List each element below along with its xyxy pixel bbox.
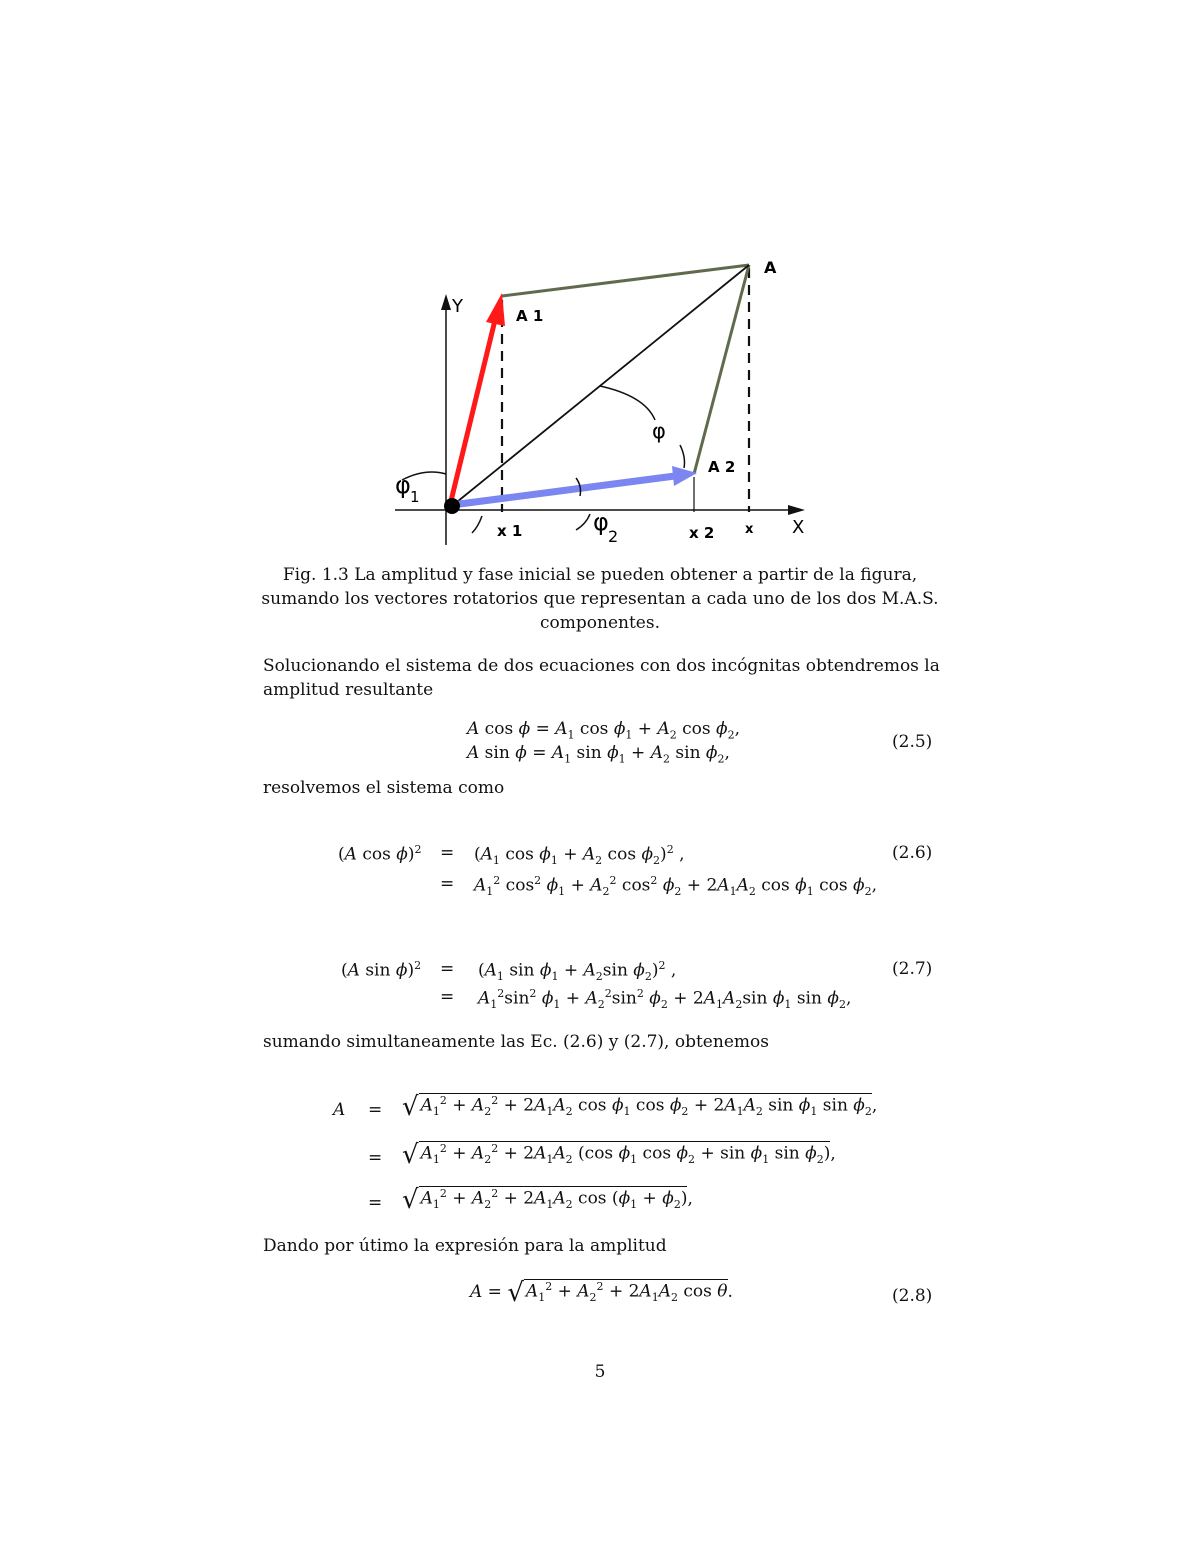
paragraph-4: Dando por útimo la expresión para la amplitud [263, 1236, 667, 1256]
derivation-lhs: A [333, 1100, 346, 1120]
angle-arc-phi-lower [680, 445, 685, 468]
equation-2-7-equals-1: = [440, 959, 455, 979]
figure-caption-line-1: Fig. 1.3 La amplitud y fase inicial se pueden obtener a partir de la figura, [282, 565, 918, 585]
equation-2-8: A = √ $A_1^2 + A_2^2 + 2A_1A_2$ cos θ. [470, 1278, 733, 1308]
equation-2-7-rhs-2: $A_1^2\sin^2$ $\phi_1 + A_2^2\sin^2$ $\phi_2 + 2A_1A_2\sin$ $\phi_1$ $\sin \phi_2$, [478, 987, 852, 1012]
equation-2-6-rhs-2: $A_1^2$ $\cos^2 \phi_1 + A_2^2$ $\cos^2 \phi_2 + 2A_1A_2$ $\cos \phi_1$ $\cos \phi_2$, [474, 874, 878, 899]
equation-2-6-rhs-1: ($A_1$ $\cos \phi_1 + A_2$ $\cos \phi_2)^2$ , [474, 843, 685, 868]
equation-2-7-rhs-1: ($A_1$ $\sin \phi_1 + A_2\sin$ $\phi_2)^2$ , [478, 959, 677, 984]
label-x2: x 2 [689, 524, 715, 542]
label-a: A [764, 258, 777, 277]
equation-2-6-lhs: (A cos ϕ)$^2$ [338, 843, 422, 865]
label-phi1-subscript: 1 [410, 488, 420, 506]
label-phi2-subscript: 2 [608, 527, 619, 546]
label-x: x [745, 522, 754, 537]
x-axis-arrowhead [788, 505, 805, 515]
equation-number-2-7: (2.7) [892, 959, 933, 979]
angle-arc-phi [600, 386, 655, 420]
vector-a2-arrowhead [672, 466, 697, 486]
label-x1: x 1 [497, 522, 523, 540]
label-phi: φ [652, 419, 666, 443]
label-x-axis: X [792, 517, 805, 538]
origin-point [444, 498, 460, 514]
derivation-equals-2: = [368, 1148, 383, 1168]
side-a1-to-a [502, 265, 749, 296]
figure-caption-line-3: componentes. [540, 613, 660, 633]
derivation-rhs-2: √ $A_1^2 + A_2^2 + 2A_1A_2$ (cos $\phi_1$ $\cos \phi_2 + \sin \phi_1$ $\sin \phi_2$), [402, 1140, 836, 1170]
equation-number-2-8: (2.8) [892, 1286, 933, 1306]
label-a1: A 1 [516, 307, 544, 325]
vector-a2 [452, 476, 675, 505]
page-number: 5 [594, 1362, 606, 1382]
derivation-rhs-1: √ $A_1^2 + A_2^2 + 2A_1A_2$ $\cos \phi_1$ $\cos \phi_2 + 2A_1A_2$ $\sin \phi_1$ $\sin \phi_2$, [402, 1092, 878, 1122]
label-phi1: φ [395, 471, 411, 499]
equation-2-6-equals-1: = [440, 843, 455, 863]
paragraph-1-line-1: Solucionando el sistema de dos ecuaciones con dos incógnitas obtendremos la [263, 656, 940, 676]
figure-caption-line-2: sumando los vectores rotatorios que representan a cada uno de los dos M.A.S. [261, 589, 939, 609]
label-y-axis: Y [452, 296, 463, 317]
equation-2-7-lhs: (A sin ϕ)$^2$ [341, 959, 422, 981]
label-a2: A 2 [708, 458, 736, 476]
equation-2-5-line-2: A $\sin \phi = A_1$ $\sin \phi_1 + A_2$ $\sin \phi_2$, [467, 743, 730, 766]
derivation-equals-1: = [368, 1100, 383, 1120]
paragraph-1-line-2: amplitud resultante [263, 680, 434, 700]
paragraph-3: sumando simultaneamente las Ec. (2.6) y (2.7), obtenemos [263, 1032, 769, 1052]
angle-arc-phi2-lower [576, 514, 590, 530]
equation-2-7-equals-2: = [440, 987, 455, 1007]
derivation-equals-3: = [368, 1193, 383, 1213]
side-a2-to-a [694, 265, 749, 474]
equation-2-5-line-1: A $\cos \phi = A_1$ $\cos \phi_1 + A_2$ $\cos \phi_2$, [467, 719, 741, 742]
paragraph-2: resolvemos el sistema como [263, 778, 505, 798]
equation-number-2-5: (2.5) [892, 732, 933, 752]
equation-number-2-6: (2.6) [892, 843, 933, 863]
derivation-rhs-3: √ $A_1^2 + A_2^2 + 2A_1A_2$ $\cos (\phi_1 + \phi_2)$, [402, 1185, 693, 1215]
equation-2-6-equals-2: = [440, 874, 455, 894]
vector-sum-figure [0, 0, 1200, 560]
vector-a1-arrowhead [486, 293, 505, 326]
label-phi2: φ [593, 508, 609, 536]
y-axis-arrowhead [441, 294, 451, 310]
angle-arc-phi1-lower [472, 516, 482, 533]
